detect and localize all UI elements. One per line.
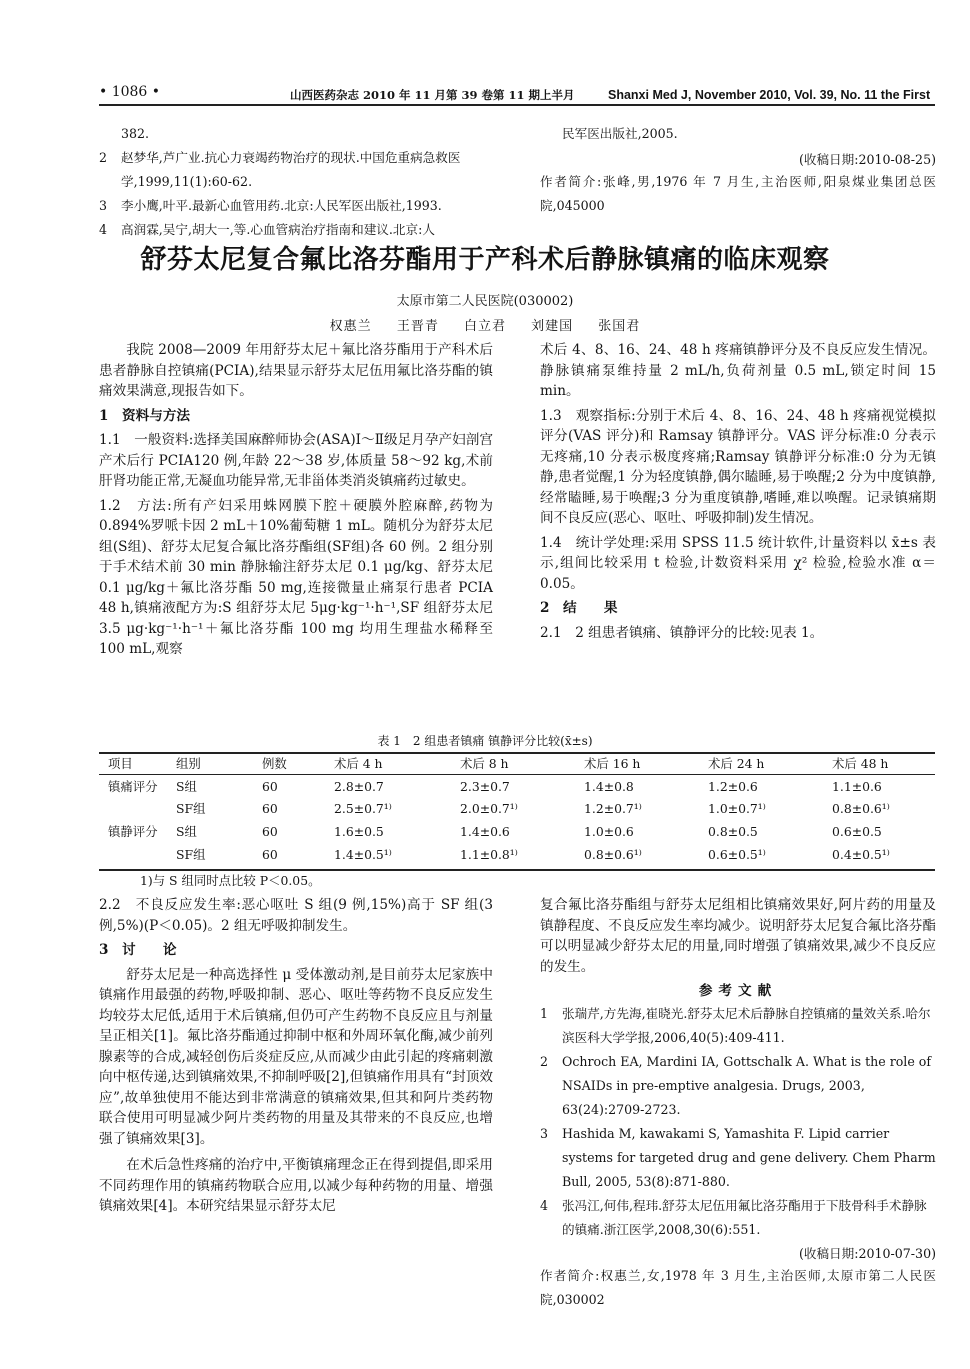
paragraph-1-3: 1.3 观察指标:分别于术后 4、8、16、24、48 h 疼痛视觉模拟评分(VAS 评分)和 Ramsay 镇静评分。VAS 评分标准:0 分表示无疼痛,10 分表示极度疼痛;Ramsay 镇静评分标准:0 分为无镇静,患者觉醒,1 分为轻度镇静,偶尔瞌睡,易于唤醒;2 分为中度镇静,经常瞌睡,易于唤醒;3 分为重度镇静,嗜睡,难以唤醒。记录镇痛期间不良反应(恶心、呕吐、呼吸抑制)发生情况。 [540, 407, 936, 526]
table-cell: 1.0±0.7¹⁾ [708, 801, 766, 816]
table-cell: 2.3±0.7 [460, 779, 510, 794]
table-cell: 60 [262, 801, 278, 816]
table-header-cell: 术后 8 h [460, 756, 509, 771]
table-cell: 0.8±0.6¹⁾ [584, 847, 642, 862]
table-cell: SF组 [176, 847, 206, 862]
page-number: • 1086 • [99, 84, 161, 100]
journal-header-cn: 山西医药杂志 2010 年 11 月第 39 卷第 11 期上半月 [290, 88, 575, 102]
table-cell: S组 [176, 779, 197, 794]
table-footnote: 1)与 S 组同时点比较 P＜0.05。 [140, 873, 321, 888]
author: 张国君 [598, 319, 641, 334]
paragraph-1-2: 1.2 方法:所有产妇采用蛛网膜下腔＋硬膜外腔麻醉,药物为 0.894%罗哌卡因 2 mL＋10%葡萄糖 1 mL。随机分为舒芬太尼组(S组)、舒芬太尼复合氟比洛芬酯组(SF组)各 60 例。2 组分别于手术结术前 30 min 静脉输注舒芬太尼 0.1 μg/kg、舒芬太尼 0.1 μg/kg＋氟比洛芬酯 50 mg,连接微量止痛泵行患者 PCIA 48 h,镇痛液配方为:S 组舒芬太尼 5μg·kg⁻¹·h⁻¹,SF 组舒芬太尼 3.5 μg·kg⁻¹·h⁻¹＋氟比洛芬酯 100 mg 均用生理盐水稀释至 100 mL,观察 [99, 497, 493, 657]
reference-item: 2 Ochroch EA, Mardini IA, Gottschalk A. What is the role of NSAIDs in pre-emptive analgesia. Drugs, 2003, 63(24):2709-2723. [540, 1053, 932, 1117]
journal-header-en: Shanxi Med J, November 2010, Vol. 39, No. 11 the First [608, 88, 931, 102]
table-cell: 0.8±0.6¹⁾ [832, 801, 890, 816]
discussion-paragraph-2: 在术后急性疼痛的治疗中,平衡镇痛理念正在得到提倡,即采用不同药理作用的镇痛药物联合应用,以减少每种药物的用量、增强镇痛效果[4]。本研究结果显示舒芬太尼 [99, 1157, 493, 1214]
reference-item: 3 Hashida M, kawakami S, Yamashita F. Lipid carrier systems for targeted drug and gene delivery. Chem Pharm Bull, 2005, 53(8):871-880. [540, 1125, 936, 1189]
table-header-cell: 术后 4 h [334, 756, 383, 771]
prev-ref-continuation: 民军医出版社,2005. [562, 126, 678, 141]
table-cell: 60 [262, 847, 278, 862]
table-header-cell: 术后 16 h [584, 756, 641, 771]
reference-item: 1 张瑞芹,方先海,崔晓光.舒芬太尼术后静脉自控镇痛的量效关系.哈尔滨医科大学学报,2006,40(5):409-411. [540, 1005, 931, 1045]
author: 刘建国 [531, 319, 574, 334]
table-cell: 1.6±0.5 [334, 824, 384, 839]
body-right-upper [540, 340, 936, 643]
received-date: (收稿日期:2010-07-30) [798, 1245, 936, 1261]
table-cell: 60 [262, 779, 278, 794]
table-cell: 0.6±0.5 [832, 824, 882, 839]
discussion-paragraph-1: 舒芬太尼是一种高选择性 μ 受体激动剂,是目前芬太尼家族中镇痛作用最强的药物,呼吸抑制、恶心、呕吐等药物不良反应发生均较芬太尼低,适用于术后镇痛,但仍可产生药物不良反应且与剂量呈正相关[1]。氟比洛芬酯通过抑制中枢和外周环氧化酶,减少前列腺素等的合成,减轻创伤后炎症反应,从而减少由此引起的疼痛刺激向中枢传递,达到镇痛效果,不抑制呼吸[2],但镇痛作用具有“封顶效应”,故单独使用不能达到非常满意的镇痛效果,但其和阿片类药物联合使用可明显减少阿片类药物的用量及其带来的不良反应,也增强了镇痛效果[3]。 [99, 966, 493, 1147]
table-cell: 0.6±0.5¹⁾ [708, 847, 766, 862]
table-cell: 1.2±0.7¹⁾ [584, 801, 642, 816]
table-cell: 1.4±0.5¹⁾ [334, 847, 392, 862]
body-left-upper [99, 340, 493, 660]
table-cell: 0.8±0.5 [708, 824, 758, 839]
prev-received-date: (收稿日期:2010-08-25) [798, 152, 936, 167]
table-caption: 表 1 2 组患者镇痛 镇静评分比较(x̄±s) [377, 734, 593, 748]
table-cell: 1.1±0.8¹⁾ [460, 847, 518, 862]
table-header-cell: 项目 [108, 756, 133, 771]
affiliation: 太原市第二人民医院(030002) [396, 294, 574, 309]
header-rule [99, 104, 935, 106]
paragraph-2-1: 2.1 2 组患者镇痛、镇静评分的比较:见表 1。 [540, 624, 824, 641]
table-cell: 2.5±0.7¹⁾ [334, 801, 392, 816]
prev-references [99, 122, 493, 242]
table-cell: 镇痛评分 [108, 779, 158, 794]
reference-item: 4 张冯江,何伟,程玮.舒芬太尼伍用氟比洛芬酯用于下肢骨科手术静脉的镇痛.浙江医学,2008,30(6):551. [540, 1197, 927, 1237]
table-header-rule [99, 774, 935, 775]
section-heading: 2 结 果 [540, 600, 618, 616]
author: 白立君 [463, 319, 506, 334]
table-header-cell: 组别 [176, 756, 201, 771]
table-cell: 1.0±0.6 [584, 824, 634, 839]
prev-article-tail [540, 122, 936, 218]
table-cell: 2.0±0.7¹⁾ [460, 801, 518, 816]
table-header-cell: 术后 48 h [832, 756, 889, 771]
table-cell: 1.1±0.6 [832, 779, 882, 794]
discussion-paragraph-2-continued: 复合氟比洛芬酯组与舒芬太尼组相比镇痛效果好,阿片药的用量及镇静程度、不良反应发生率均减少。说明舒芬太尼复合氟比洛芬酯可以明显减少舒芬太尼的用量,同时增强了镇痛效果,减少不良反应的发生。 [540, 897, 936, 975]
section-heading: 1 资料与方法 [99, 407, 191, 424]
table-header-cell: 术后 24 h [708, 756, 765, 771]
table-cell: 2.8±0.7 [334, 779, 384, 794]
table-cell: 60 [262, 824, 278, 839]
section-heading: 3 讨 论 [99, 942, 177, 958]
prev-ref-item: 3 李小鹰,叶平.最新心血管用药.北京:人民军医出版社,1993. [99, 198, 442, 213]
table-cell: S组 [176, 824, 197, 839]
table-cell: 0.4±0.5¹⁾ [832, 847, 890, 862]
table-cell: 镇静评分 [108, 824, 158, 839]
paragraph-2-2: 2.2 不良反应发生率:恶心呕吐 S 组(9 例,15%)高于 SF 组(3 例,5%)(P＜0.05)。2 组无呼吸抑制发生。 [99, 897, 493, 934]
author: 权惠兰 [329, 319, 372, 334]
references-heading: 参考文献 [698, 983, 778, 999]
body-right-lower [540, 895, 936, 1312]
paragraph-1-1: 1.1 一般资料:选择美国麻醉师协会(ASA)Ⅰ～Ⅱ级足月孕产妇剖宫产术后行 PCIA120 例,年龄 22～38 岁,体质量 58～92 kg,术前肝肾功能正常,无凝血功能异常,无非甾体类消炎镇痛药过敏史。 [99, 432, 493, 489]
prev-ref-item: 382. [121, 126, 150, 141]
paragraph-1-2-continued: 术后 4、8、16、24、48 h 疼痛镇静评分及不良反应发生情况。静脉镇痛泵维持量 2 mL/h,负荷剂量 0.5 mL,锁定时间 15 min。 [540, 342, 936, 399]
table-cell: SF组 [176, 801, 206, 816]
intro-paragraph: 我院 2008—2009 年用舒芬太尼＋氟比洛芬酯用于产科术后患者静脉自控镇痛(PCIA),结果显示舒芬太尼伍用氟比洛芬酯的镇痛效果满意,现报告如下。 [99, 342, 493, 399]
article-title: 舒芬太尼复合氟比洛芬酯用于产科术后静脉镇痛的临床观察 [140, 245, 830, 275]
table-cell: 1.2±0.6 [708, 779, 758, 794]
table-header-cell: 例数 [262, 756, 287, 771]
author-bio: 作者简介:权惠兰,女,1978 年 3 月生,主治医师,太原市第二人民医院,030002 [540, 1268, 936, 1307]
body-left-lower [99, 895, 493, 1217]
prev-ref-item: 2 赵梦华,芦广业.抗心力衰竭药物治疗的现状.中国危重病急救医学,1999,11(1):60-62. [99, 150, 461, 189]
table-top-rule [99, 752, 935, 754]
author-list [0, 317, 970, 337]
prev-ref-item: 4 高润霖,吴宁,胡大一,等.心血管病治疗指南和建议.北京:人 [99, 222, 435, 237]
table-cell: 1.4±0.6 [460, 824, 510, 839]
author: 王晋青 [396, 319, 439, 334]
table-cell: 1.4±0.8 [584, 779, 634, 794]
paragraph-1-4: 1.4 统计学处理:采用 SPSS 11.5 统计软件,计量资料以 x̄±s 表示,组间比较采用 t 检验,计数资料采用 χ² 检验,检验水准 α＝0.05。 [540, 534, 936, 592]
prev-author-bio: 作者简介:张峰,男,1976 年 7 月生,主治医师,阳泉煤业集团总医院,045000 [540, 174, 936, 213]
